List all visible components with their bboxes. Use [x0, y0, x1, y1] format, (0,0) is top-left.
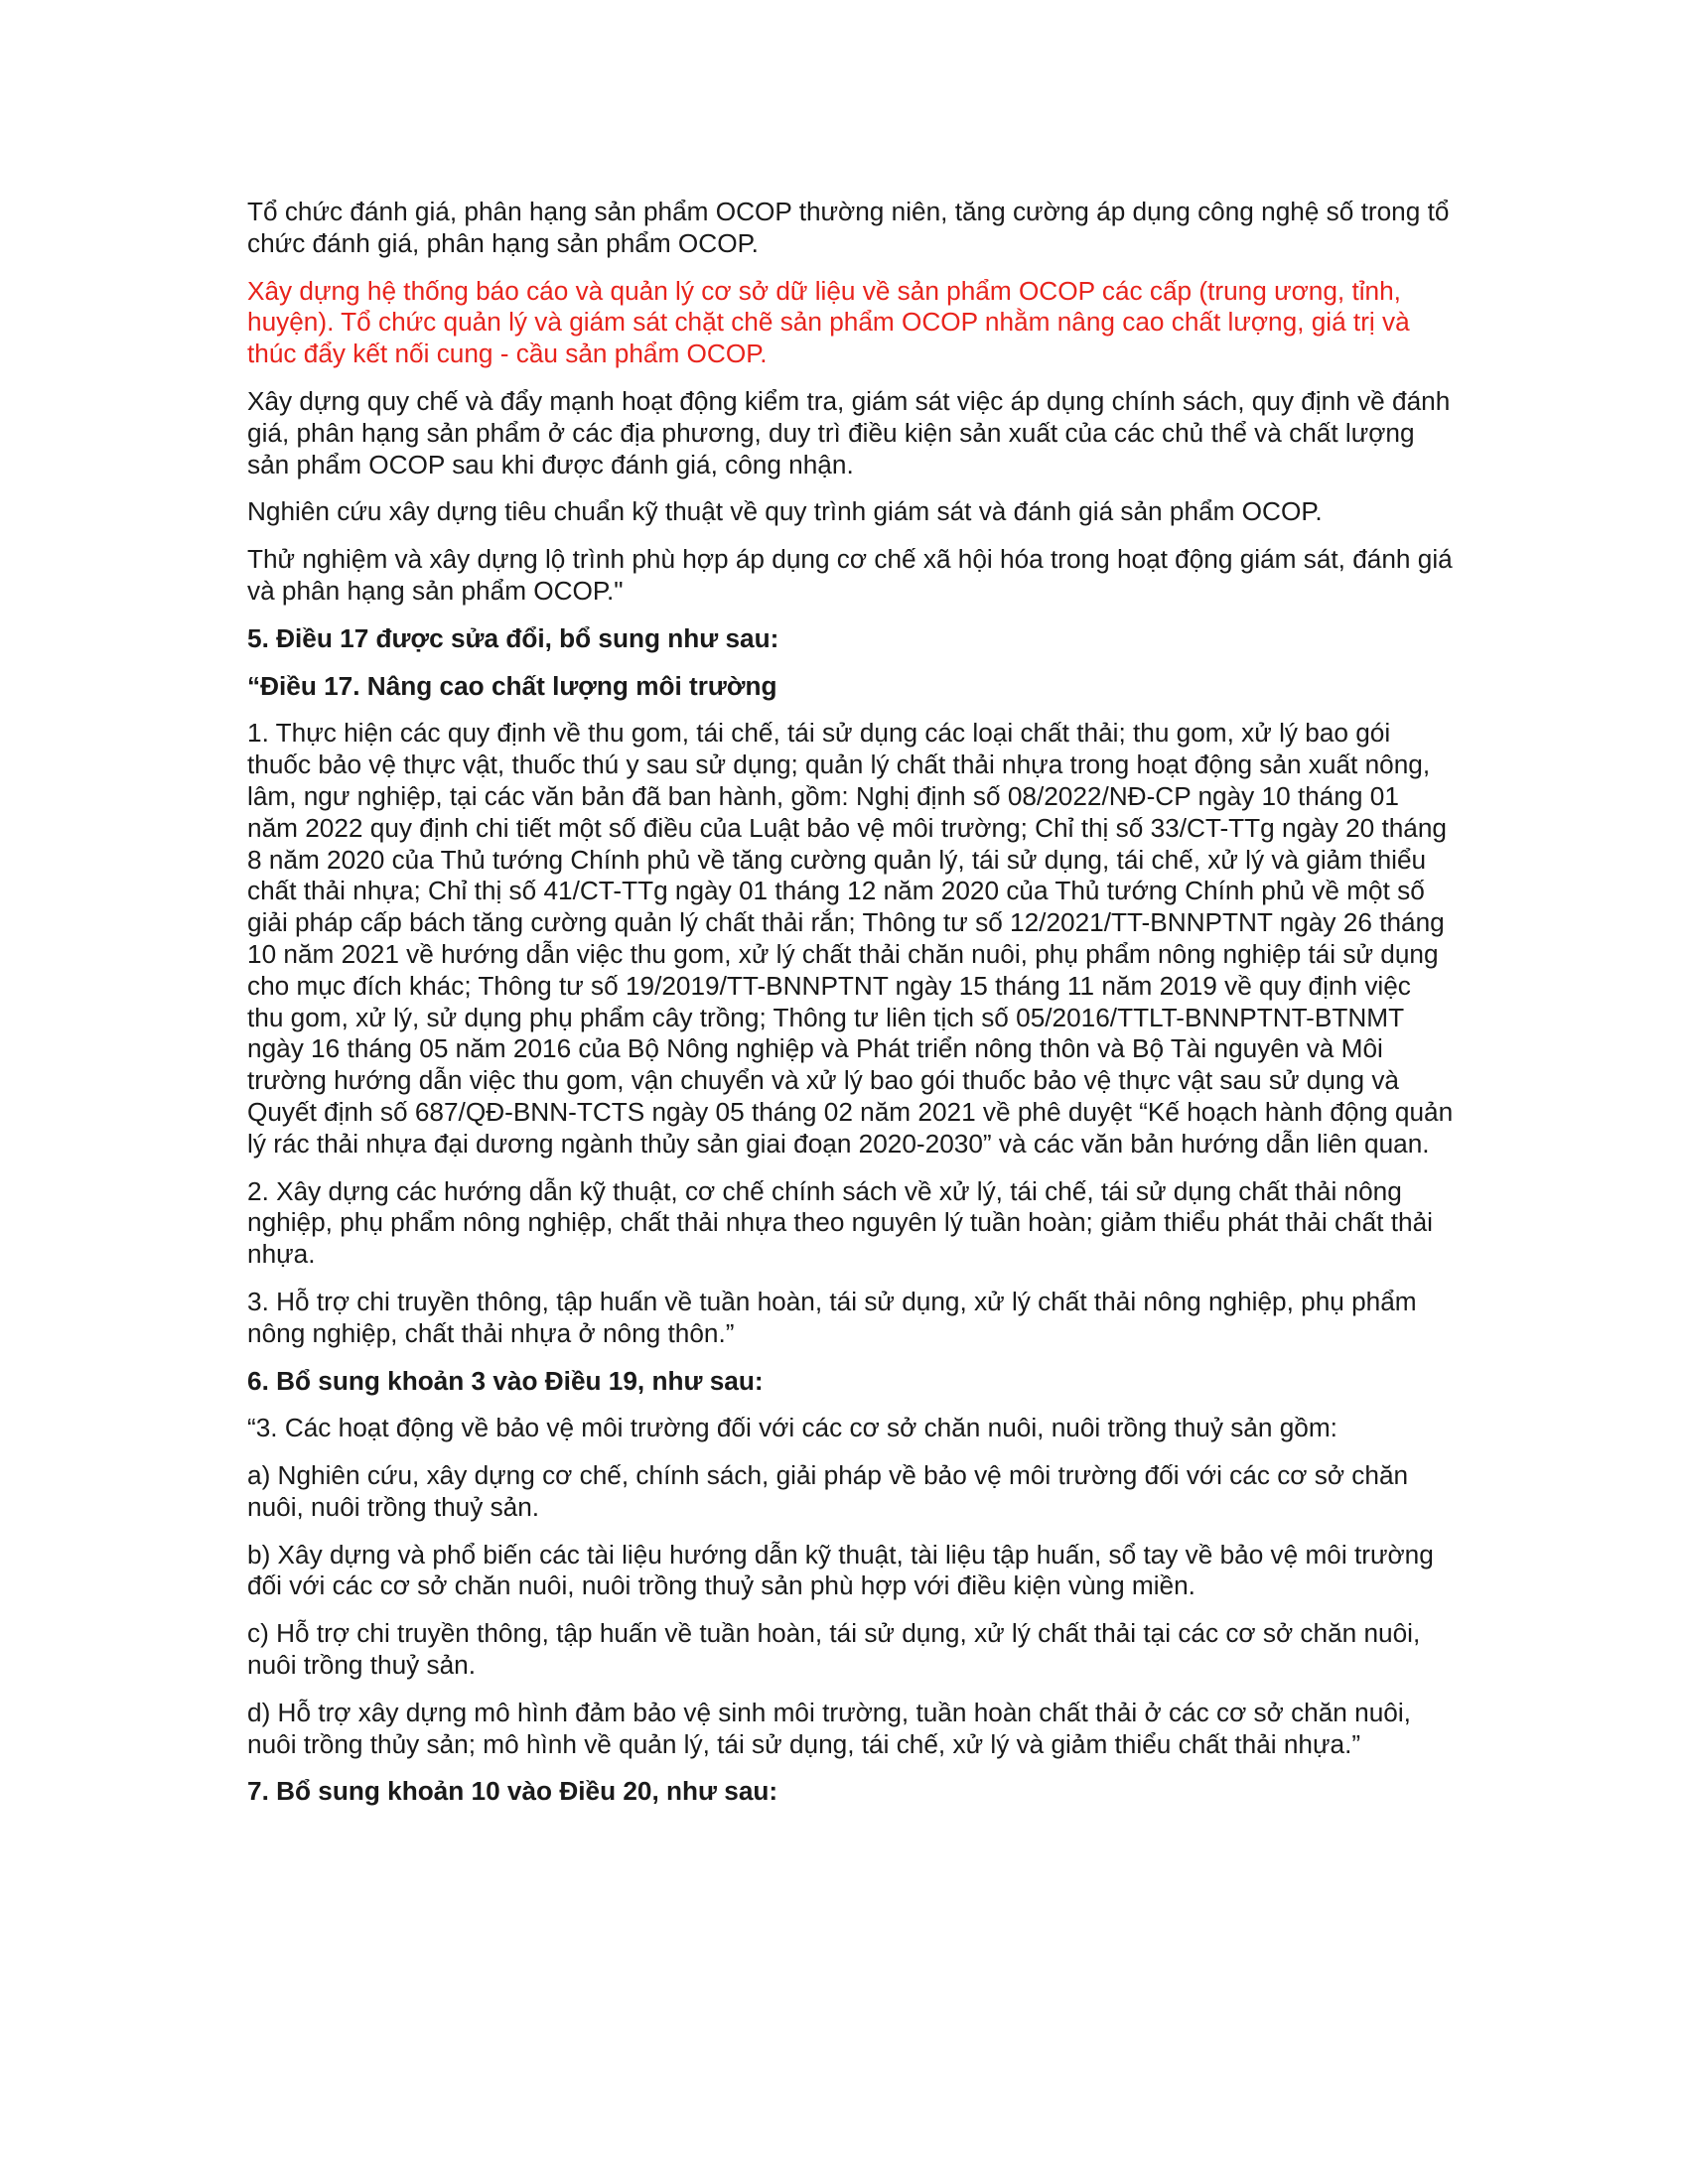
article-17-clause-1: 1. Thực hiện các quy định về thu gom, tái chế, tái sử dụng các loại chất thải; thu gom, xử lý bao gói thuốc bảo vệ thực vật, thuốc thú y sau sử dụng; quản lý chất thải nhựa trong hoạt động sản xuất nông, lâm, ngư nghiệp, tại các văn bản đã ban hành, gồm: Nghị định số 08/2022/NĐ-CP ngày 10 tháng 01 năm 2022 quy định chi tiết một số điều của Luật bảo vệ môi trường; Chỉ thị số 33/CT-TTg ngày 20 tháng 8 năm 2020 của Thủ tướng Chính phủ về tăng cường quản lý, tái sử dụng, tái chế, xử lý và giảm thiểu chất thải nhựa; Chỉ thị số 41/CT-TTg ngày 01 tháng 12 năm 2020 của Thủ tướng Chính phủ về một số giải pháp cấp bách tăng cường quản lý chất thải rắn; Thông tư số 12/2021/TT-BNNPTNT ngày 26 tháng 10 năm 2021 về hướng dẫn việc thu gom, xử lý chất thải chăn nuôi, phụ phẩm nông nghiệp tái sử dụng cho mục đích khác; Thông tư số 19/2019/TT-BNNPTNT ngày 15 tháng 11 năm 2019 về quy định việc thu gom, xử lý, sử dụng phụ phẩm cây trồng; Thông tư liên tịch số 05/2016/TTLT-BNNPTNT-BTNMT ngày 16 tháng 05 năm 2016 của Bộ Nông nghiệp và Phát triển nông thôn và Bộ Tài nguyên và Môi trường hướng dẫn việc thu gom, vận chuyển và xử lý bao gói thuốc bảo vệ thực vật sau sử dụng và Quyết định số 687/QĐ-BNN-TCTS ngày 05 tháng 02 năm 2021 về phê duyệt “Kế hoạch hành động quản lý rác thải nhựa đại dương ngành thủy sản giai đoạn 2020-2030” và các văn bản hướng dẫn liên quan. [247, 718, 1454, 1159]
article-19-point-c: c) Hỗ trợ chi truyền thông, tập huấn về tuần hoàn, tái sử dụng, xử lý chất thải tại các cơ sở chăn nuôi, nuôi trồng thuỷ sản. [247, 1618, 1421, 1681]
paragraph-inspection-regulation: Xây dựng quy chế và đẩy mạnh hoạt động kiểm tra, giám sát việc áp dụng chính sách, quy định về đánh giá, phân hạng sản phẩm ở các địa phương, duy trì điều kiện sản xuất của các chủ thể và chất lượng sản phẩm OCOP sau khi được đánh giá, công nhận. [247, 385, 1451, 479]
article-17-clause-2: 2. Xây dựng các hướng dẫn kỹ thuật, cơ chế chính sách về xử lý, tái chế, tái sử dụng chất thải nông nghiệp, phụ phẩm nông nghiệp, chất thải nhựa theo nguyên lý tuần hoàn; giảm thiểu phát thải chất thải nhựa. [247, 1175, 1433, 1270]
article-17-clause-3: 3. Hỗ trợ chi truyền thông, tập huấn về tuần hoàn, tái sử dụng, xử lý chất thải nông nghiệp, phụ phẩm nông nghiệp, chất thải nhựa ở nông thôn.” [247, 1286, 1417, 1348]
article-19-point-b: b) Xây dựng và phổ biến các tài liệu hướng dẫn kỹ thuật, tài liệu tập huấn, sổ tay về bảo vệ môi trường đối với các cơ sở chăn nuôi, nuôi trồng thuỷ sản phù hợp với điều kiện vùng miền. [247, 1539, 1434, 1601]
document-page [247, 197, 1454, 1824]
heading-item-6: 6. Bổ sung khoản 3 vào Điều 19, như sau: [247, 1365, 764, 1396]
paragraph-socialization-pilot: Thử nghiệm và xây dựng lộ trình phù hợp áp dụng cơ chế xã hội hóa trong hoạt động giám sát, đánh giá và phân hạng sản phẩm OCOP." [247, 544, 1453, 606]
heading-item-7: 7. Bổ sung khoản 10 vào Điều 20, như sau: [247, 1776, 778, 1807]
article-19-point-a: a) Nghiên cứu, xây dựng cơ chế, chính sách, giải pháp về bảo vệ môi trường đối với các cơ sở chăn nuôi, nuôi trồng thuỷ sản. [247, 1460, 1409, 1522]
heading-item-5: 5. Điều 17 được sửa đổi, bổ sung như sau: [247, 622, 779, 653]
article-19-point-d: d) Hỗ trợ xây dựng mô hình đảm bảo vệ sinh môi trường, tuần hoàn chất thải ở các cơ sở chăn nuôi, nuôi trồng thủy sản; mô hình về quản lý, tái sử dụng, tái chế, xử lý và giảm thiểu chất thải nhựa.” [247, 1697, 1411, 1759]
paragraph-technical-standard: Nghiên cứu xây dựng tiêu chuẩn kỹ thuật về quy trình giám sát và đánh giá sản phẩm OCOP. [247, 496, 1323, 527]
article-19-clause-3-intro: “3. Các hoạt động về bảo vệ môi trường đối với các cơ sở chăn nuôi, nuôi trồng thuỷ sản gồm: [247, 1413, 1337, 1443]
paragraph-ocop-evaluation: Tổ chức đánh giá, phân hạng sản phẩm OCOP thường niên, tăng cường áp dụng công nghệ số trong tổ chức đánh giá, phân hạng sản phẩm OCOP. [247, 197, 1450, 258]
heading-article-17: “Điều 17. Nâng cao chất lượng môi trường [247, 670, 777, 701]
paragraph-ocop-database-highlighted: Xây dựng hệ thống báo cáo và quản lý cơ sở dữ liệu về sản phẩm OCOP các cấp (trung ương, tỉnh, huyện). Tổ chức quản lý và giám sát chặt chẽ sản phẩm OCOP nhằm nâng cao chất lượng, giá trị và thúc đẩy kết nối cung - cầu sản phẩm OCOP. [247, 275, 1410, 369]
